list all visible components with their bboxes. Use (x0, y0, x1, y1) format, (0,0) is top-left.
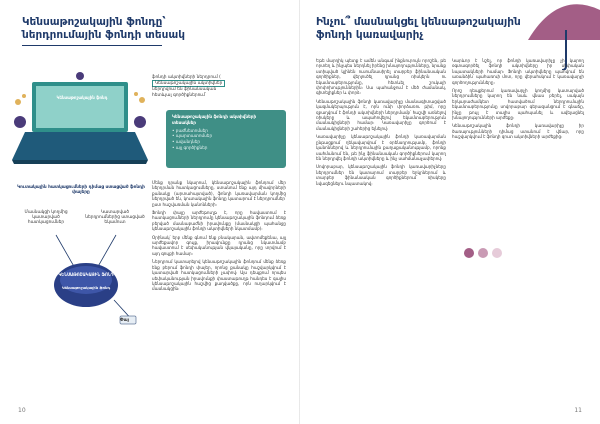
left-paragraph: Ներդրում կատարելով կենսաթոշակային ֆոնդում մենք ձեռք ենք բերում ֆոնդի փայեր, որոնց քանակը հաշվարկվում է կատարված հատկացումների չափով։ Այս դեպքում որպես սեփականության իրավունքի փաստաթուղթ հանդես է գալիս կենսաթոշակային հաշվից քաղվածքը, որն ուղարկվում է մասնակցին։ (152, 259, 286, 292)
left-paragraph: Օրինակ՝ երբ մենք գնում ենք բնակարան, ավտոմեքենա, այլ արժեքավոր գույք, իրավունքը դրանց նկատմամբ հավաստում է սեփականության վկայականը, որը տրվում է այդ գույքի համար։ (152, 234, 286, 256)
label-investment-income: Կատարված ներդրումներից ստացված եկամուտ (85, 210, 145, 226)
unit-tag-label: Փայ (120, 318, 129, 323)
boxed-line-3: ներդրվում են ֆինանսական (152, 87, 217, 93)
panel-item: • ավանդներ (172, 139, 201, 145)
left-paragraph: Ֆոնդի փայը արժեթուղթ է, որը հավաստում է հատկացումների ներդրումը կենսաթոշակային ֆոնդում ձեռք բերված մասնաբաժնի իրավունքը (մասնակցի պահանջը կենսաթոշակային ֆոնդի ակտիվների նկատմամբ)։ (152, 210, 286, 232)
title-underline (22, 45, 162, 46)
right-paragraph: Կենսաթոշակային ֆոնդի կառավարիչը իր ծառայությունների դիմաց ստանում է վճար, որը հաշվարկվում է ֆոնդի զուտ ակտիվների արժեքից։ (452, 123, 584, 140)
boxed-line-2: Կենսաթոշակային ակտիվներ (152, 80, 225, 87)
diagram-caption: Կուտակային հատկացումների դիմաց ստացված ֆոնդի փայերը (17, 185, 145, 196)
panel-title: Կենսաթոշակային ֆոնդի ակտիվների տեսակներ (172, 114, 257, 125)
decor-dot (492, 248, 502, 258)
left-page-title (22, 16, 292, 42)
panel-item: • այլ գործիքներ (172, 144, 208, 150)
boxed-text (152, 75, 292, 98)
panel-item: • բաժնետոմսեր (172, 127, 208, 133)
laptop-screen-text: Կենսաթոշակային ֆոնդ (56, 95, 108, 100)
right-page (300, 0, 600, 424)
right-column-2 (452, 58, 584, 140)
right-title-line1: Ինչու՞ մասնակցել կենսաթոշակային (316, 16, 521, 28)
laptop-illustration (10, 72, 150, 172)
left-body (152, 180, 286, 292)
boxed-line-1: ֆոնդի ակտիվների ներդրում ( (152, 75, 221, 80)
page-number-left: 10 (18, 407, 26, 414)
right-title-line2: ֆոնդի կառավարիչ (316, 29, 424, 41)
fund-diagram (16, 230, 156, 330)
fund-group-label: Կենսաթոշակային ֆոնդ (61, 285, 111, 290)
boxed-line-4: հետևյալ գործիքներում՝ (152, 92, 206, 98)
left-paragraph: Մենք դրանք նկարում, կենսաթոշակային ֆոնդում մեր ներդրման հատկացումները, ստանում ենք այդ միավորների քանակը (արտահայտված), ֆոնդի կառավարման կողմից ներդրված են, կուտակային ֆոնդը կատարում է ներդրումներ՝ ըստ հաշվառման կանոնների։ (152, 180, 286, 207)
asset-types-panel (166, 110, 286, 168)
decor-dot (464, 248, 474, 258)
panel-item: • պարտատոմսեր (172, 133, 213, 139)
left-title-line2: ներդրումային ֆոնդի տեսակ (22, 29, 185, 41)
right-column-1 (316, 58, 446, 186)
decor-dot (478, 248, 488, 258)
right-page-title (316, 16, 536, 42)
label-contributions: Մասնակցի կողմից կատարված հատկացումներ (24, 210, 68, 226)
page-number-right: 11 (574, 407, 582, 414)
right-paragraph: Որոշ դեպքերում կառավարչի կողմից կատարված ներդրումները կարող են նաև վնաս բերել, սակայն երկարաժամկետ հատվածում ներդրումային եկամտաբերությունը սովորաբար գերազանցում է գնաճը, ինչը թույլ է տալիս պահպանել և ավելացնել խնայողությունների արժեքը։ (452, 88, 584, 121)
right-paragraph: Կառավարիչը կենսաթոշակային ֆոնդի կառավարման ընթացքում ղեկավարվում է օրենսդրությամբ, ֆոնդի կանոններով և ներդրումային քաղաքականությամբ, որոնք սահմանում են, թե ինչ ֆինանսական գործիքներում կարող են ներդրվել ֆոնդի ակտիվները և ինչ սահմանաչափերով։ (316, 134, 446, 161)
fund-box-label: ԿԵՆՍԱԹՈՇԱԿԱՅԻՆ ՖՈՆԴ (58, 272, 114, 277)
right-paragraph: Կենսաթոշակային ֆոնդի կառավարիչը մասնագիտացված կազմակերպություն է, որն ունի փորձառու թիմ, որը զբաղվում է ֆոնդի ակտիվների ներդրմամբ՝ հաշվի առնելով ռիսկերը և ապահովելով եկամտաբերություն մասնակիցների համար։ Կառավարիչը գործում է մասնակիցների շահերից ելնելով։ (316, 98, 446, 131)
right-paragraph: Եթե մարդիկ պետք է ամեն անգամ ինքնուրույն որոշեն, թե որտեղ և ինչպես ներդնել իրենց խնայողությունները, նրանք ստիպված կլինեն ուսումնասիրել տարբեր ֆինանսական գործիքներ, վերլուծել դրանց ռիսկերն ու եկամտաբերությունը, հետևել շուկայի փոփոխություններին։ Սա պահանջում է մեծ ժամանակ, գիտելիքներ և փորձ։ (316, 58, 446, 96)
left-title-line1: Կենսաթոշակային ֆոնդը՝ (22, 16, 166, 28)
right-paragraph: Կարևոր է նշել, որ ֆոնդի կառավարիչը չի կարող օգտագործել ֆոնդի ակտիվները իր սեփական նպատակների համար։ Ֆոնդի ակտիվները պահվում են առանձին՝ պահառուի մոտ, որը վերահսկում է կառավարչի գործողությունները։ (452, 58, 584, 85)
right-paragraph: Սովորաբար, կենսաթոշակային ֆոնդի կառավարիչները ներդրումներ են կատարում տարբեր երկրներում և տարբեր ֆինանսական գործիքներում՝ ռիսկերը նվազեցնելու նպատակով։ (316, 164, 446, 186)
